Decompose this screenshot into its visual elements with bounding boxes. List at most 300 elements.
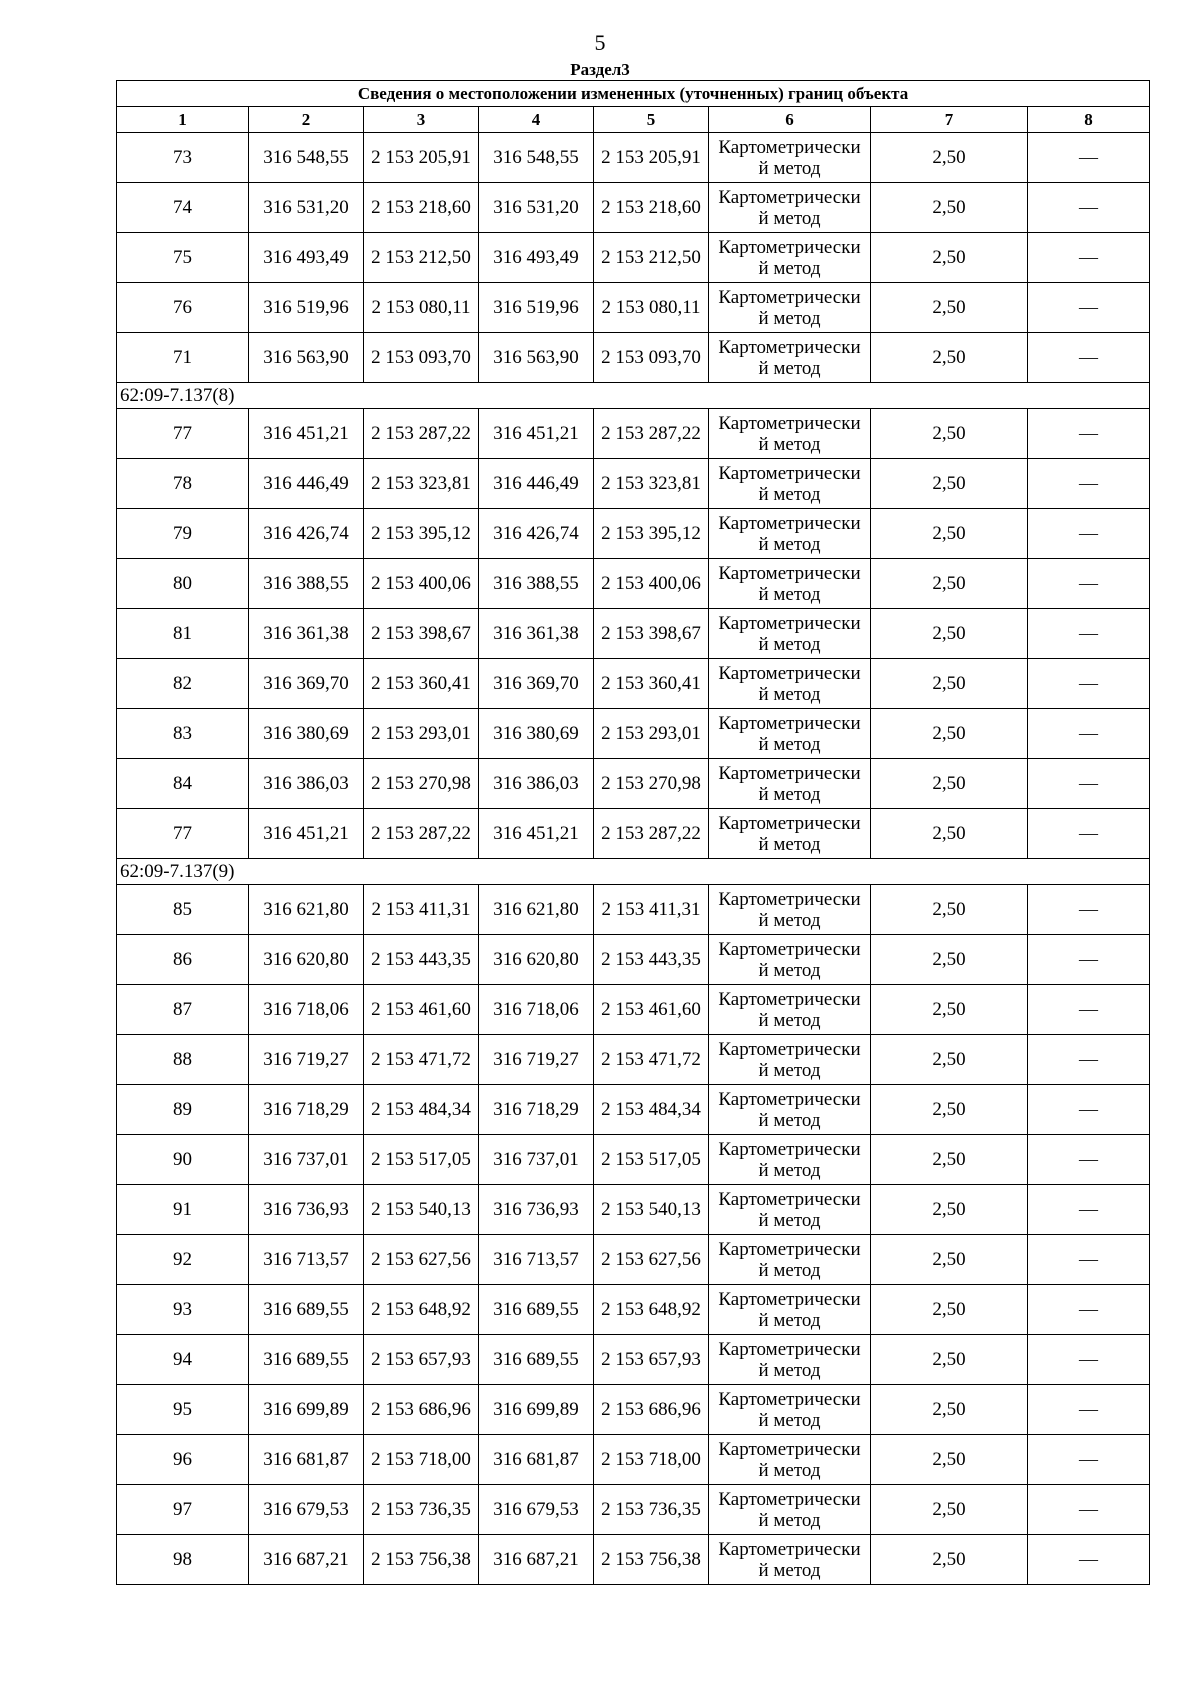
coord-y-existing: 2 153 657,93	[364, 1335, 479, 1385]
method-line-2: й метод	[758, 1559, 821, 1581]
table-row	[117, 1135, 1150, 1185]
point-number: 81	[117, 609, 249, 659]
method-line-1: Картометрически	[718, 1338, 861, 1360]
method-line-2: й метод	[758, 783, 821, 805]
coord-y-existing: 2 153 395,12	[364, 509, 479, 559]
table-row	[117, 659, 1150, 709]
table-row	[117, 233, 1150, 283]
coord-y-existing: 2 153 287,22	[364, 409, 479, 459]
coord-y-existing: 2 153 080,11	[364, 283, 479, 333]
point-number: 98	[117, 1535, 249, 1585]
coord-y-refined: 2 153 471,72	[594, 1035, 709, 1085]
method-line-2: й метод	[758, 157, 821, 179]
coord-x-existing: 316 548,55	[249, 133, 364, 183]
table-row	[117, 809, 1150, 859]
method-line-1: Картометрически	[718, 136, 861, 158]
note-dash: —	[1028, 509, 1150, 559]
coord-y-existing: 2 153 627,56	[364, 1235, 479, 1285]
method-line-2: й метод	[758, 909, 821, 931]
coord-y-refined: 2 153 443,35	[594, 935, 709, 985]
table-caption-row	[117, 81, 1150, 107]
column-number: 6	[709, 107, 871, 133]
coord-y-refined: 2 153 218,60	[594, 183, 709, 233]
coord-x-existing: 316 361,38	[249, 609, 364, 659]
point-number: 94	[117, 1335, 249, 1385]
method-cell	[709, 709, 871, 759]
method-line-1: Картометрически	[718, 1138, 861, 1160]
coord-y-refined: 2 153 540,13	[594, 1185, 709, 1235]
method-cell	[709, 183, 871, 233]
coord-x-refined: 316 531,20	[479, 183, 594, 233]
coord-y-refined: 2 153 093,70	[594, 333, 709, 383]
method-cell	[709, 409, 871, 459]
coord-x-existing: 316 699,89	[249, 1385, 364, 1435]
coord-x-refined: 316 386,03	[479, 759, 594, 809]
coord-y-refined: 2 153 484,34	[594, 1085, 709, 1135]
coord-x-existing: 316 388,55	[249, 559, 364, 609]
accuracy-value: 2,50	[871, 935, 1028, 985]
note-dash: —	[1028, 659, 1150, 709]
point-number: 77	[117, 409, 249, 459]
table-row	[117, 885, 1150, 935]
coord-y-existing: 2 153 517,05	[364, 1135, 479, 1185]
method-cell	[709, 509, 871, 559]
accuracy-value: 2,50	[871, 459, 1028, 509]
note-dash: —	[1028, 1185, 1150, 1235]
method-cell	[709, 1035, 871, 1085]
coord-y-refined: 2 153 756,38	[594, 1535, 709, 1585]
method-cell	[709, 333, 871, 383]
coord-y-existing: 2 153 287,22	[364, 809, 479, 859]
coord-x-refined: 316 679,53	[479, 1485, 594, 1535]
method-line-2: й метод	[758, 483, 821, 505]
note-dash: —	[1028, 759, 1150, 809]
coord-y-refined: 2 153 360,41	[594, 659, 709, 709]
method-cell	[709, 809, 871, 859]
accuracy-value: 2,50	[871, 985, 1028, 1035]
coord-x-existing: 316 621,80	[249, 885, 364, 935]
coord-y-refined: 2 153 287,22	[594, 809, 709, 859]
coord-x-refined: 316 718,06	[479, 985, 594, 1035]
method-cell	[709, 1085, 871, 1135]
method-line-1: Картометрически	[718, 1038, 861, 1060]
coord-x-existing: 316 446,49	[249, 459, 364, 509]
point-number: 86	[117, 935, 249, 985]
method-line-2: й метод	[758, 683, 821, 705]
coord-y-existing: 2 153 411,31	[364, 885, 479, 935]
point-number: 79	[117, 509, 249, 559]
method-cell	[709, 985, 871, 1035]
column-number: 5	[594, 107, 709, 133]
accuracy-value: 2,50	[871, 333, 1028, 383]
coord-x-refined: 316 548,55	[479, 133, 594, 183]
method-cell	[709, 1285, 871, 1335]
method-line-1: Картометрически	[718, 988, 861, 1010]
note-dash: —	[1028, 809, 1150, 859]
table-row	[117, 1085, 1150, 1135]
method-line-1: Картометрически	[718, 612, 861, 634]
accuracy-value: 2,50	[871, 1035, 1028, 1085]
accuracy-value: 2,50	[871, 233, 1028, 283]
method-line-1: Картометрически	[718, 562, 861, 584]
coord-x-refined: 316 493,49	[479, 233, 594, 283]
column-number: 8	[1028, 107, 1150, 133]
method-line-1: Картометрически	[718, 888, 861, 910]
coord-y-existing: 2 153 323,81	[364, 459, 479, 509]
method-line-1: Картометрически	[718, 1238, 861, 1260]
method-line-2: й метод	[758, 357, 821, 379]
point-number: 82	[117, 659, 249, 709]
table-row	[117, 1035, 1150, 1085]
coord-x-refined: 316 380,69	[479, 709, 594, 759]
method-line-1: Картометрически	[718, 1288, 861, 1310]
accuracy-value: 2,50	[871, 659, 1028, 709]
method-cell	[709, 1535, 871, 1585]
method-line-1: Картометрически	[718, 662, 861, 684]
point-number: 93	[117, 1285, 249, 1335]
accuracy-value: 2,50	[871, 409, 1028, 459]
table-row	[117, 935, 1150, 985]
coord-x-refined: 316 689,55	[479, 1285, 594, 1335]
coord-x-refined: 316 621,80	[479, 885, 594, 935]
coord-y-refined: 2 153 395,12	[594, 509, 709, 559]
point-number: 83	[117, 709, 249, 759]
column-number: 4	[479, 107, 594, 133]
method-line-2: й метод	[758, 1259, 821, 1281]
accuracy-value: 2,50	[871, 183, 1028, 233]
coord-y-refined: 2 153 657,93	[594, 1335, 709, 1385]
column-number-row	[117, 107, 1150, 133]
accuracy-value: 2,50	[871, 509, 1028, 559]
coord-x-existing: 316 718,29	[249, 1085, 364, 1135]
coord-y-refined: 2 153 205,91	[594, 133, 709, 183]
note-dash: —	[1028, 935, 1150, 985]
coord-x-existing: 316 519,96	[249, 283, 364, 333]
coord-y-existing: 2 153 756,38	[364, 1535, 479, 1585]
coord-y-existing: 2 153 686,96	[364, 1385, 479, 1435]
accuracy-value: 2,50	[871, 1135, 1028, 1185]
note-dash: —	[1028, 559, 1150, 609]
coord-y-refined: 2 153 648,92	[594, 1285, 709, 1335]
method-line-2: й метод	[758, 1509, 821, 1531]
note-dash: —	[1028, 1285, 1150, 1335]
coord-x-existing: 316 426,74	[249, 509, 364, 559]
coord-x-refined: 316 689,55	[479, 1335, 594, 1385]
coord-y-existing: 2 153 484,34	[364, 1085, 479, 1135]
coord-x-refined: 316 687,21	[479, 1535, 594, 1585]
coord-y-refined: 2 153 411,31	[594, 885, 709, 935]
note-dash: —	[1028, 1035, 1150, 1085]
coord-x-existing: 316 386,03	[249, 759, 364, 809]
coord-y-refined: 2 153 270,98	[594, 759, 709, 809]
note-dash: —	[1028, 709, 1150, 759]
coord-y-existing: 2 153 648,92	[364, 1285, 479, 1335]
coord-y-existing: 2 153 540,13	[364, 1185, 479, 1235]
coord-y-refined: 2 153 212,50	[594, 233, 709, 283]
coord-y-existing: 2 153 205,91	[364, 133, 479, 183]
method-line-1: Картометрически	[718, 1438, 861, 1460]
coord-y-refined: 2 153 686,96	[594, 1385, 709, 1435]
coord-y-refined: 2 153 517,05	[594, 1135, 709, 1185]
point-number: 92	[117, 1235, 249, 1285]
method-cell	[709, 1435, 871, 1485]
accuracy-value: 2,50	[871, 1485, 1028, 1535]
coord-x-refined: 316 736,93	[479, 1185, 594, 1235]
table-row	[117, 1335, 1150, 1385]
note-dash: —	[1028, 885, 1150, 935]
page-number: 5	[594, 30, 606, 55]
method-line-2: й метод	[758, 307, 821, 329]
coord-x-refined: 316 451,21	[479, 409, 594, 459]
point-number: 76	[117, 283, 249, 333]
coord-x-refined: 316 369,70	[479, 659, 594, 709]
table-row	[117, 1235, 1150, 1285]
group-row	[117, 383, 1150, 409]
coord-y-refined: 2 153 287,22	[594, 409, 709, 459]
accuracy-value: 2,50	[871, 559, 1028, 609]
point-number: 73	[117, 133, 249, 183]
method-line-2: й метод	[758, 1059, 821, 1081]
table-row	[117, 985, 1150, 1035]
note-dash: —	[1028, 1135, 1150, 1185]
method-line-1: Картометрически	[718, 1188, 861, 1210]
coord-y-existing: 2 153 443,35	[364, 935, 479, 985]
method-line-2: й метод	[758, 1309, 821, 1331]
coord-x-existing: 316 531,20	[249, 183, 364, 233]
accuracy-value: 2,50	[871, 809, 1028, 859]
coord-x-existing: 316 737,01	[249, 1135, 364, 1185]
point-number: 78	[117, 459, 249, 509]
coord-x-refined: 316 737,01	[479, 1135, 594, 1185]
coord-x-refined: 316 563,90	[479, 333, 594, 383]
coord-x-refined: 316 388,55	[479, 559, 594, 609]
table-row	[117, 759, 1150, 809]
method-line-1: Картометрически	[718, 762, 861, 784]
column-number: 7	[871, 107, 1028, 133]
coord-y-refined: 2 153 736,35	[594, 1485, 709, 1535]
note-dash: —	[1028, 409, 1150, 459]
point-number: 77	[117, 809, 249, 859]
method-line-2: й метод	[758, 733, 821, 755]
column-number: 1	[117, 107, 249, 133]
coord-y-refined: 2 153 323,81	[594, 459, 709, 509]
coord-x-existing: 316 681,87	[249, 1435, 364, 1485]
method-line-1: Картометрически	[718, 512, 861, 534]
coord-y-existing: 2 153 093,70	[364, 333, 479, 383]
method-line-2: й метод	[758, 433, 821, 455]
method-cell	[709, 659, 871, 709]
method-line-2: й метод	[758, 1009, 821, 1031]
accuracy-value: 2,50	[871, 609, 1028, 659]
note-dash: —	[1028, 1385, 1150, 1435]
method-line-2: й метод	[758, 207, 821, 229]
note-dash: —	[1028, 183, 1150, 233]
method-line-1: Картометрически	[718, 1088, 861, 1110]
coord-y-existing: 2 153 471,72	[364, 1035, 479, 1085]
coord-y-refined: 2 153 718,00	[594, 1435, 709, 1485]
coord-y-refined: 2 153 627,56	[594, 1235, 709, 1285]
method-line-1: Картометрически	[718, 412, 861, 434]
method-cell	[709, 935, 871, 985]
table-row	[117, 509, 1150, 559]
point-number: 75	[117, 233, 249, 283]
method-line-1: Картометрически	[718, 336, 861, 358]
point-number: 74	[117, 183, 249, 233]
coord-x-existing: 316 493,49	[249, 233, 364, 283]
note-dash: —	[1028, 1535, 1150, 1585]
note-dash: —	[1028, 1335, 1150, 1385]
group-label: 62:09-7.137(8)	[117, 383, 1150, 409]
coord-x-existing: 316 719,27	[249, 1035, 364, 1085]
point-number: 91	[117, 1185, 249, 1235]
point-number: 90	[117, 1135, 249, 1185]
method-line-2: й метод	[758, 1209, 821, 1231]
method-cell	[709, 1335, 871, 1385]
coord-x-existing: 316 620,80	[249, 935, 364, 985]
table-row	[117, 1535, 1150, 1585]
method-cell	[709, 609, 871, 659]
method-cell	[709, 459, 871, 509]
accuracy-value: 2,50	[871, 1185, 1028, 1235]
note-dash: —	[1028, 233, 1150, 283]
method-line-2: й метод	[758, 1409, 821, 1431]
note-dash: —	[1028, 333, 1150, 383]
method-line-2: й метод	[758, 1359, 821, 1381]
coord-x-refined: 316 719,27	[479, 1035, 594, 1085]
method-cell	[709, 1235, 871, 1285]
method-line-1: Картометрически	[718, 1488, 861, 1510]
accuracy-value: 2,50	[871, 133, 1028, 183]
accuracy-value: 2,50	[871, 1535, 1028, 1585]
table-row	[117, 133, 1150, 183]
point-number: 96	[117, 1435, 249, 1485]
table-row	[117, 559, 1150, 609]
method-line-1: Картометрически	[718, 186, 861, 208]
coord-x-refined: 316 519,96	[479, 283, 594, 333]
coord-x-refined: 316 620,80	[479, 935, 594, 985]
method-line-1: Картометрически	[718, 1388, 861, 1410]
method-cell	[709, 559, 871, 609]
coord-x-refined: 316 446,49	[479, 459, 594, 509]
column-number: 3	[364, 107, 479, 133]
table-row	[117, 183, 1150, 233]
method-cell	[709, 133, 871, 183]
method-cell	[709, 885, 871, 935]
method-line-2: й метод	[758, 833, 821, 855]
method-line-2: й метод	[758, 959, 821, 981]
method-line-1: Картометрически	[718, 462, 861, 484]
coord-y-refined: 2 153 461,60	[594, 985, 709, 1035]
note-dash: —	[1028, 1435, 1150, 1485]
point-number: 71	[117, 333, 249, 383]
table-row	[117, 709, 1150, 759]
coord-y-refined: 2 153 080,11	[594, 283, 709, 333]
note-dash: —	[1028, 1485, 1150, 1535]
accuracy-value: 2,50	[871, 1385, 1028, 1435]
note-dash: —	[1028, 985, 1150, 1035]
coord-x-existing: 316 563,90	[249, 333, 364, 383]
accuracy-value: 2,50	[871, 1285, 1028, 1335]
note-dash: —	[1028, 609, 1150, 659]
coord-x-existing: 316 380,69	[249, 709, 364, 759]
coord-y-refined: 2 153 293,01	[594, 709, 709, 759]
point-number: 85	[117, 885, 249, 935]
point-number: 89	[117, 1085, 249, 1135]
method-line-1: Картометрически	[718, 938, 861, 960]
point-number: 84	[117, 759, 249, 809]
method-line-2: й метод	[758, 257, 821, 279]
table-body	[117, 133, 1150, 1585]
table-row	[117, 459, 1150, 509]
method-cell	[709, 1185, 871, 1235]
note-dash: —	[1028, 283, 1150, 333]
coord-y-refined: 2 153 400,06	[594, 559, 709, 609]
coord-x-existing: 316 736,93	[249, 1185, 364, 1235]
point-number: 97	[117, 1485, 249, 1535]
table-row	[117, 333, 1150, 383]
coord-y-existing: 2 153 461,60	[364, 985, 479, 1035]
accuracy-value: 2,50	[871, 759, 1028, 809]
point-number: 87	[117, 985, 249, 1035]
point-number: 95	[117, 1385, 249, 1435]
accuracy-value: 2,50	[871, 1085, 1028, 1135]
method-cell	[709, 1135, 871, 1185]
coord-y-existing: 2 153 736,35	[364, 1485, 479, 1535]
coord-x-existing: 316 679,53	[249, 1485, 364, 1535]
coord-y-existing: 2 153 398,67	[364, 609, 479, 659]
point-number: 80	[117, 559, 249, 609]
method-line-1: Картометрически	[718, 236, 861, 258]
coord-y-existing: 2 153 212,50	[364, 233, 479, 283]
method-cell	[709, 1385, 871, 1435]
table-row	[117, 1435, 1150, 1485]
coord-y-existing: 2 153 218,60	[364, 183, 479, 233]
note-dash: —	[1028, 459, 1150, 509]
accuracy-value: 2,50	[871, 283, 1028, 333]
coord-x-existing: 316 451,21	[249, 809, 364, 859]
coord-x-existing: 316 713,57	[249, 1235, 364, 1285]
table-row	[117, 409, 1150, 459]
coord-y-existing: 2 153 270,98	[364, 759, 479, 809]
accuracy-value: 2,50	[871, 709, 1028, 759]
table-row	[117, 609, 1150, 659]
coord-x-refined: 316 718,29	[479, 1085, 594, 1135]
accuracy-value: 2,50	[871, 1235, 1028, 1285]
method-line-1: Картометрически	[718, 812, 861, 834]
coord-x-refined: 316 681,87	[479, 1435, 594, 1485]
coord-y-existing: 2 153 400,06	[364, 559, 479, 609]
table-row	[117, 1485, 1150, 1535]
accuracy-value: 2,50	[871, 1335, 1028, 1385]
point-number: 88	[117, 1035, 249, 1085]
method-cell	[709, 283, 871, 333]
note-dash: —	[1028, 133, 1150, 183]
coord-y-existing: 2 153 360,41	[364, 659, 479, 709]
table-row	[117, 1185, 1150, 1235]
coord-x-existing: 316 718,06	[249, 985, 364, 1035]
group-label: 62:09-7.137(9)	[117, 859, 1150, 885]
method-line-1: Картометрически	[718, 1538, 861, 1560]
accuracy-value: 2,50	[871, 885, 1028, 935]
table-row	[117, 1385, 1150, 1435]
coordinates-table	[116, 80, 1150, 1585]
method-line-2: й метод	[758, 633, 821, 655]
method-cell	[709, 233, 871, 283]
method-cell	[709, 759, 871, 809]
coord-y-existing: 2 153 718,00	[364, 1435, 479, 1485]
method-line-2: й метод	[758, 1109, 821, 1131]
table-row	[117, 1285, 1150, 1335]
